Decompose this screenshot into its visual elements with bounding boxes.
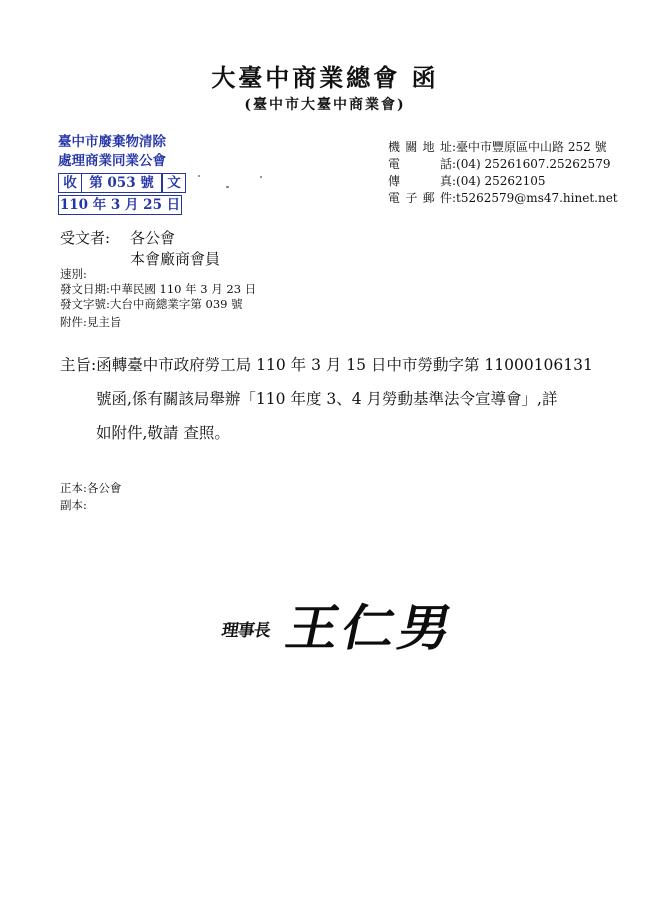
stamp-recv-char: 收 [59, 174, 82, 192]
recipient-line-1: 各公會 [130, 229, 176, 247]
address-value: :臺中市豐原區中山路 252 號 [452, 140, 607, 154]
scan-speck [198, 175, 200, 177]
meta-number: 發文字號:大台中商總業字第 039 號 [60, 297, 243, 311]
stamp-line-2: 處理商業同業公會 [58, 153, 166, 169]
subject-line-1: 主旨:函轉臺中市政府勞工局 110 年 3 月 15 日中市勞動字第 11000106131 [60, 356, 593, 374]
phone-label: 電話 [388, 157, 452, 171]
contact-address [388, 139, 618, 156]
recipient-label: 受文者: [60, 229, 111, 247]
document-title: 大臺中商業總會 函 [211, 63, 439, 92]
copy-main: 正本:各公會 [60, 481, 122, 495]
contact-phone [388, 156, 618, 173]
meta-date: 發文日期:中華民國 110 年 3 月 23 日 [60, 282, 257, 296]
email-label: 電子郵件 [388, 191, 452, 205]
document-subtitle: (臺中市大臺中商業會) [244, 97, 406, 113]
recipient-line-2: 本會廠商會員 [130, 250, 221, 268]
phone-value: :(04) 25261607.25262579 [452, 157, 611, 171]
meta-attachment: 附件:見主旨 [60, 315, 122, 329]
meta-speed: 速別: [60, 267, 87, 281]
contact-block [388, 139, 618, 207]
scan-speck [260, 176, 262, 178]
subject-line-3: 如附件,敬請 查照。 [96, 424, 230, 442]
receipt-stamp [58, 133, 186, 215]
signature-title: 理事長 [220, 621, 272, 641]
stamp-number-box [58, 173, 186, 193]
contact-email [388, 190, 618, 207]
contact-fax [388, 173, 618, 190]
signature-name: 王仁男 [280, 600, 461, 658]
subject-block [60, 348, 593, 450]
stamp-doc-char: 文 [162, 174, 185, 192]
fax-value: :(04) 25262105 [452, 174, 546, 188]
address-label: 機關地址 [388, 140, 452, 154]
stamp-line-1: 臺中市廢棄物清除 [58, 134, 166, 150]
copy-cc: 副本: [60, 498, 87, 512]
fax-label: 傳真 [388, 174, 452, 188]
scan-speck [226, 186, 229, 188]
email-value: :t5262579@ms47.hinet.net [452, 191, 618, 205]
stamp-date: 110 年 3 月 25 日 [59, 197, 181, 213]
subject-line-2: 號函,係有關該局舉辦「110 年度 3、4 月勞動基準法令宣導會」,詳 [96, 390, 558, 408]
stamp-number: 第 053 號 [82, 174, 162, 192]
